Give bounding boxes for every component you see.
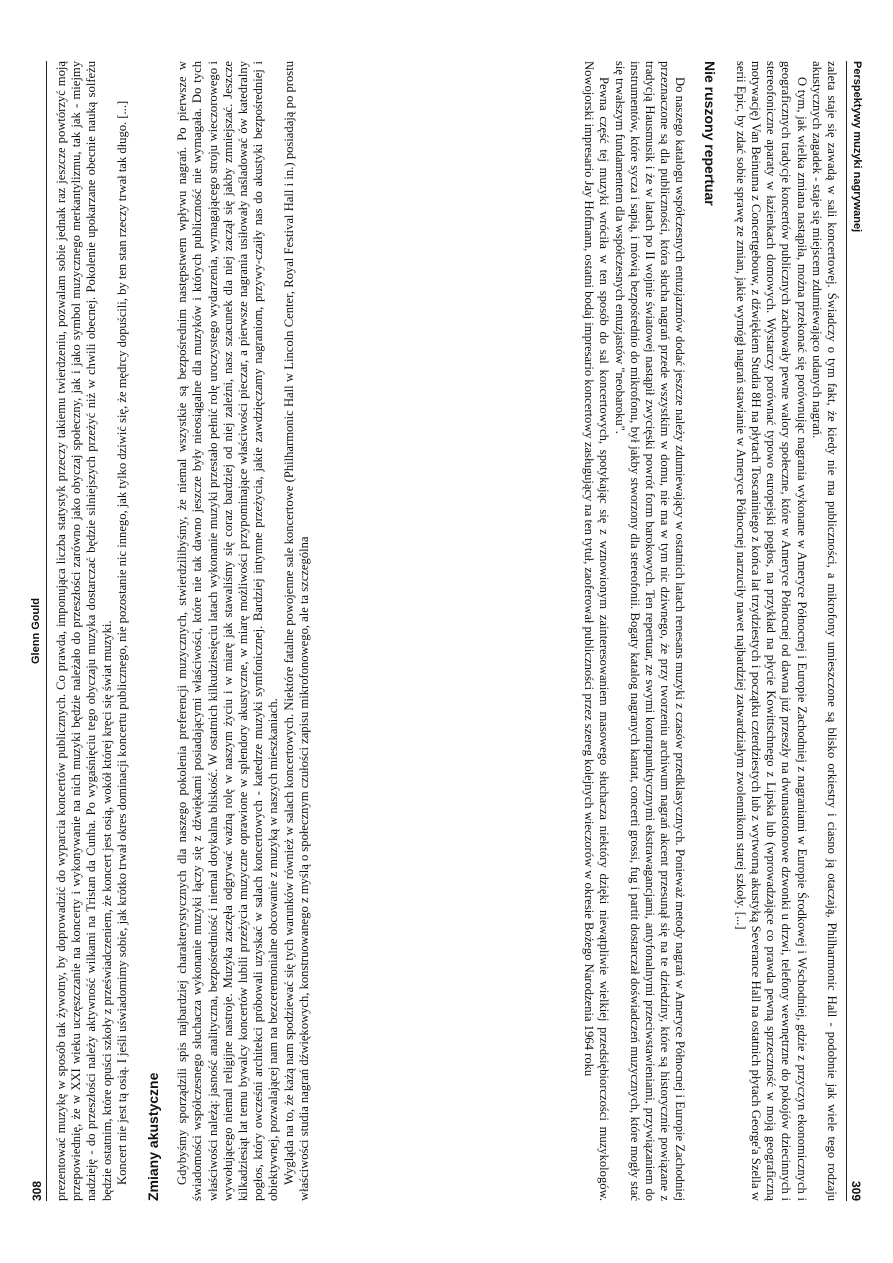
page-number: 309 bbox=[849, 1181, 863, 1202]
page-309 bbox=[447, 0, 893, 1263]
paragraph: O tym, jak wielka zmiana nastąpiła, można przekonać się porównując nagrania wykonane w Ameryce Północnej i Europie Zachodniej z nagraniami w Europie Środkowej i Wschodniej, gdzie z przyczyn ekonomicznych i geograficznych tradycje koncertów publicznych zachowały pewne walory społeczne, które w Ameryce Północnej od dawna już przeszły na dwunastotonowe dzwonki u drzwi, telefony wewnętrzne do pokojów dziecinnych i stereofoniczne aparaty w łazienkach domowych. Wystarczy porównać typowo europejski pogłos, na przykład na płycie Kowittschnego z Lipska lub (wprowadzające co prawda pewną sprzeczność w moją geograficzną motywację) Van Beinuma z Concertgebouw, z dźwiękiem Studia 8H na płytach Toscaniniego z końca lat trzydziestych i początku czterdziestych lub z wytworną akustyką Severance Hall na ostatnich płytach George'a Szella w serii Epic, by zdać sobie sprawę ze zmian, jakie wymógł nagrań stawianie w Ameryce Północnej narzuciły nawet najbardziej zatwardziałym zwolennikom starej szkoły. [...] bbox=[733, 61, 809, 1202]
paragraph: Pewna część tej muzyki wróciła w ten sposób do sal koncertowych, spotykając się z wznowionym zainteresowaniem masowego słuchacza niektóry dzięki niewątpliwie wielkiej przedsiębiorczości muzykologów. Nowojorski impresario Jay Hofmann, ostatni bodaj impresario koncertowy zasługujący na ten tytuł, zaoferował publiczności przez szereg kolejnych wieczorów w okresie Bożego Narodzenia 1964 roku bbox=[582, 61, 612, 1202]
paragraph: Koncert nie jest tą osią. I jeśli uświadomimy sobie, jak krótko trwał okres dominacji koncertu publicznego, nie pozostanie nic innego, jak tylko dziwić się, że mędrcy dopuścili, by ten stan rzeczy trwał tak długo. [...] bbox=[114, 101, 129, 1186]
page-308-header bbox=[28, 62, 47, 1202]
page-309-body bbox=[475, 62, 839, 1202]
running-head: Glenn Gould bbox=[30, 598, 42, 665]
paragraph: Gdybyśmy sporządzili spis najbardziej charakterystycznych dla naszego pokolenia preferencji muzycznych, stwierdzilibyśmy, że niemal wszystkie są bezpośrednim następstwem wpływu nagrań. Po pierwsze w świadomości współczesnego słuchacza wykonanie muzyki łączy się z dźwiękami posiadającymi właściwości, które nie tak dawno jeszcze były nieosiągalne dla muzyków i których publiczność nie wymagała. Do tych właściwości należą: jasność analityczna, bezpośredniość i niemal dotykalna bliskość. W ostatnich kilkudziesięciu latach wykonanie muzyki przestało pełnić rolę uroczystego wydarzenia, wymagającego stroju wieczorowego i wywołującego niemal religijne nastroje. Muzyka zaczęła odgrywać ważną rolę w naszym życiu i w miarę jak stawaliśmy się coraz bardziej od niej zależni, nasz szacunek dla niej zaczął się jakby zmniejszać. Jeszcze kilkadziesiąt lat temu bywalcy koncertów lubili przeżycia muzyczne oprawione w splendory akustyczne, w miarę możliwości przypominające właściwości pieczar, a pierwsze nagrania usiłowały naśladować ów katedralny pogłos, który owcześni architekci próbowali uzyskać w salach koncertowych - katedrze muzyki symfonicznej. Bardziej intymne przeżycia, jakie zawdzięczamy nagraniom, przywy-czaiły nas do akustyki bezpośredniej i obiektywnej, pozwalającej nam na bezceremonialne obcowanie z muzyką w naszych mieszkaniach. bbox=[175, 61, 281, 1202]
page-309-content bbox=[475, 62, 865, 1202]
section-title: Nie ruszony repertuar bbox=[701, 61, 718, 207]
page-308 bbox=[0, 0, 446, 1263]
section-title: Zmiany akustyczne bbox=[145, 1073, 162, 1202]
paragraph: Wygląda na to, że każą nam spodziewać się tych warunków również w salach koncertowych. Niektóre fatalne powojenne sale koncertowe (Philharmonic Hall w Lincoln Center, Royal Festival Hall i in.) posiadają po prostu właściwości studia nagrań dźwiękowych, konstruowanego z myślą o społecznym czułości zapisu mikrofonowego, ale ta szczególna bbox=[281, 61, 311, 1202]
page-309-header bbox=[846, 62, 865, 1202]
page-308-content bbox=[28, 62, 418, 1202]
page-number: 308 bbox=[30, 1181, 44, 1202]
paragraph: prezentować muzykę w sposób tak żywotny, by doprowadzić do wyparcia koncertów publicznych. Co prawda, imponująca liczba statystyk przeczy takiemu twierdzeniu, pozwalam sobie jednak raz jeszcze powtórzyć moją przepowiednię, że w XXI wieku uczęszczanie na koncerty i wykonywanie na nich muzyki będzie należało do przeszłości zarówno jako obyczaj społeczny, jak i jako symbol muzycznego merkantylizmu, tak jak - miejmy nadzieję - do przeszłości należy aktywność wilkami na Tristan da Cunha. Po wygaśnięciu tego obyczaju muzyka dostarczać będzie silniejszych przeżyć niż w chwili obecnej. Pokolenie upokarzane obecnie nauką solfeżu będzie ostatnim, które opuści szkoły z przeświadczeniem, że koncert jest osią, wokół której kręci się świat muzyki. bbox=[54, 61, 114, 1202]
page-308-body bbox=[54, 62, 418, 1202]
running-head: Perspektywy muzyki nagrywanej bbox=[851, 61, 863, 233]
paragraph: Do naszego katalogu współczesnych entuzjazmów dodać jeszcze należy zdumiewający w ostatnich latach renesans muzyki z czasów przedklasycznych. Ponieważ metody nagrań w Ameryce Północnej i Europie Zachodniej przeznaczone są dla publiczności, która słucha nagrań przede wszystkim w domu, nie ma w tym nic dziwnego, że przy tworzeniu archiwum nagrań akcent przesunął się na te dziedziny, które są historycznie powiązane z tradycją Hausmusik i że w latach po II wojnie światowej nastąpił zwycięski powrót form barokowych. Ten repertuar, ze swymi kontrapunktycznymi ekstrawagancjami, antyfonalnymi przeciwstawieniami, przywiązaniem do instrumentów, które sycza i sapią, i mówią bezpośrednio do mikrofonu, był jakby stworzony dla stereofonii. Bogaty katalog nagranych kantat, concerti grossi, fug i partit dostarczał doświadczeń muzycznych, które mogły stać się trwałszym fundamentem dla współczesnych entuzjastów "neobaroku". bbox=[612, 61, 688, 1202]
paragraph: zaleta staje się zawadą w sali koncertowej. Świadczy o tym fakt, że kiedy nie ma publiczności, a mikrofony umieszczone są blisko orkiestry i ciasno ją otaczają, Philharmonic Hall - podobnie jak wiele tego rodzaju akustycznych zagadek - staje się miejscem zdumiewająco udanych nagrań. bbox=[809, 61, 839, 1202]
